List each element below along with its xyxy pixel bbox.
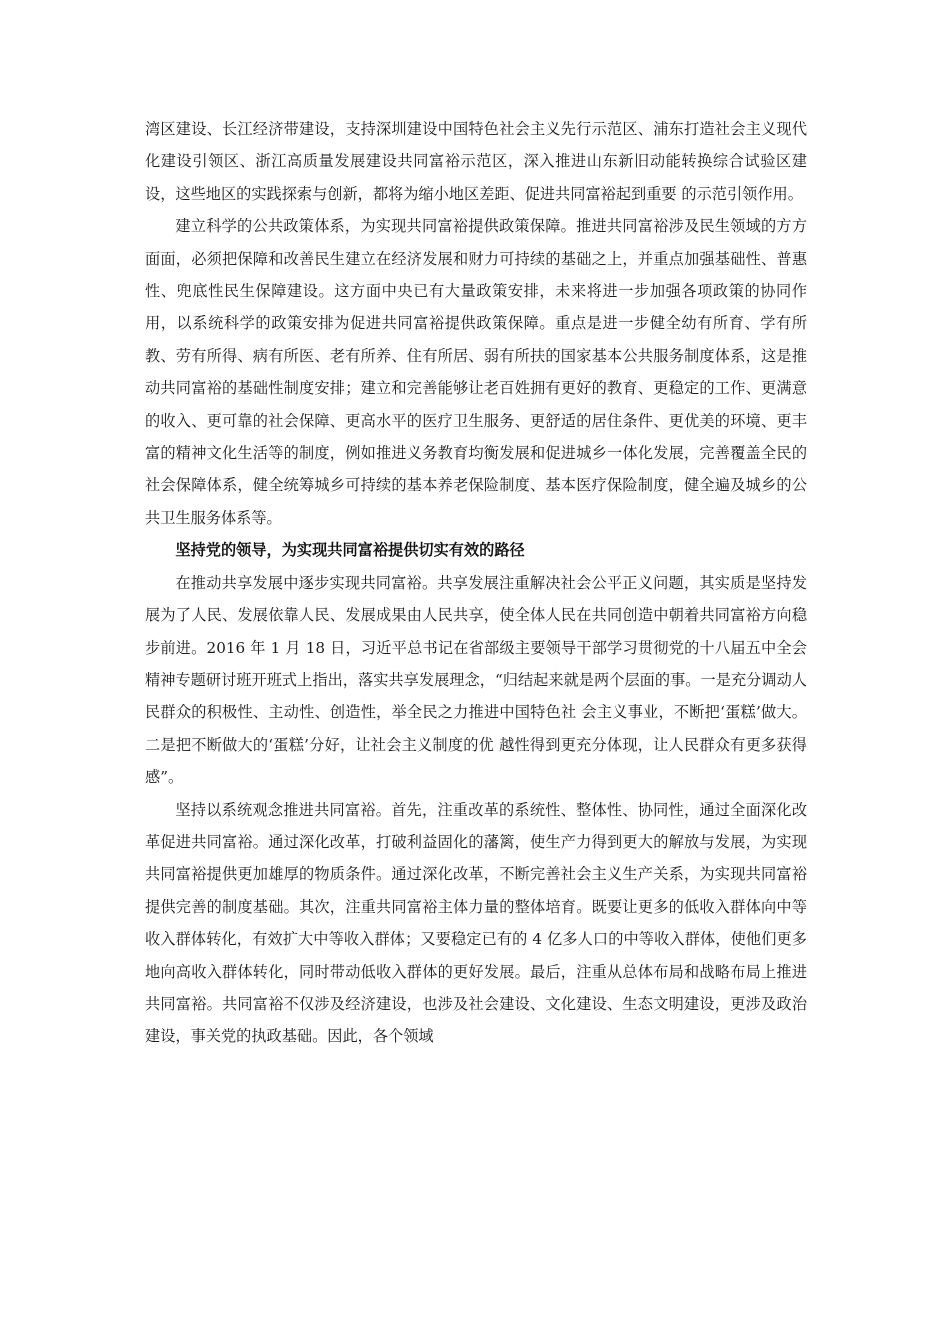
paragraph-continued: 湾区建设、长江经济带建设，支持深圳建设中国特色社会主义先行示范区、浦东打造社会主义现代化建设引领区、浙江高质量发展建设共同富裕示范区，深入推进山东新旧动能转换综合试验区建设，这些地区的实践探索与创新，都将为缩小地区差距、促进共同富裕起到重要 的示范引领作用。: [145, 120, 807, 203]
document-page: [145, 113, 807, 1053]
paragraph-shared-development: 在推动共享发展中逐步实现共同富裕。共享发展注重解决社会公平正义问题，其实质是坚持发展为了人民、发展依靠人民、发展成果由人民共享，使全体人民在共同创造中朝着共同富裕方向稳步前进。2016 年 1 月 18 日，习近平总书记在省部级主要领导干部学习贯彻党的十八届五中全会精神专题研讨班开班式上指出，落实共享发展理念，“归结起来就是两个层面的事。一是充分调动人民群众的积极性、主动性、创造性，举全民之力推进中国特色社 会主义事业，不断把‘蛋糕’做大。二是把不断做大的‘蛋糕’分好，让社会主义制度的优 越性得到更充分体现，让人民群众有更多获得感”。: [145, 573, 807, 787]
paragraph-systematic-approach: 坚持以系统观念推进共同富裕。首先，注重改革的系统性、整体性、协同性，通过全面深化改革促进共同富裕。通过深化改革，打破利益固化的藩篱，使生产力得到更大的解放与发展，为实现共同富裕提供更加雄厚的物质条件。通过深化改革，不断完善社会主义生产关系，为实现共同富裕提供完善的制度基础。其次，注重共同富裕主体力量的整体培育。既要让更多的低收入群体向中等收入群体转化，有效扩大中等收入群体；又要稳定已有的 4 亿多人口的中等收入群体，使他们更多地向高收入群体转化，同时带动低收入群体的更好发展。最后，注重从总体布局和战略布局上推进共同富裕。共同富裕不仅涉及经济建设，也涉及社会建设、文化建设、生态文明建设，更涉及政治建设，事关党的执政基础。因此，各个领域: [145, 800, 807, 1046]
paragraph-public-policy: 建立科学的公共政策体系，为实现共同富裕提供政策保障。推进共同富裕涉及民生领域的方方面面，必须把保障和改善民生建立在经济发展和财力可持续的基础之上，并重点加强基础性、普惠性、兜底性民生保障建设。这方面中央已有大量政策安排，未来将进一步加强各项政策的协同作用，以系统科学的政策安排为促进共同富裕提供政策保障。重点是进一步健全幼有所育、学有所教、劳有所得、病有所医、老有所养、住有所居、弱有所扶的国家基本公共服务制度体系，这是推动共同富裕的基础性制度安排；建立和完善能够让老百姓拥有更好的教育、更稳定的工作、更满意的收入、更可靠的社会保障、更高水平的医疗卫生服务、更舒适的居住条件、更优美的环境、更丰富的精神文化生活等的制度，例如推进义务教育均衡发展和促进城乡一体化发展，完善覆盖全民的社会保障体系，健全统筹城乡可持续的基本养老保险制度、基本医疗保险制度，健全遍及城乡的公共卫生服务体系等。: [145, 217, 807, 527]
section-heading: 坚持党的领导，为实现共同富裕提供切实有效的路径: [175, 541, 525, 560]
